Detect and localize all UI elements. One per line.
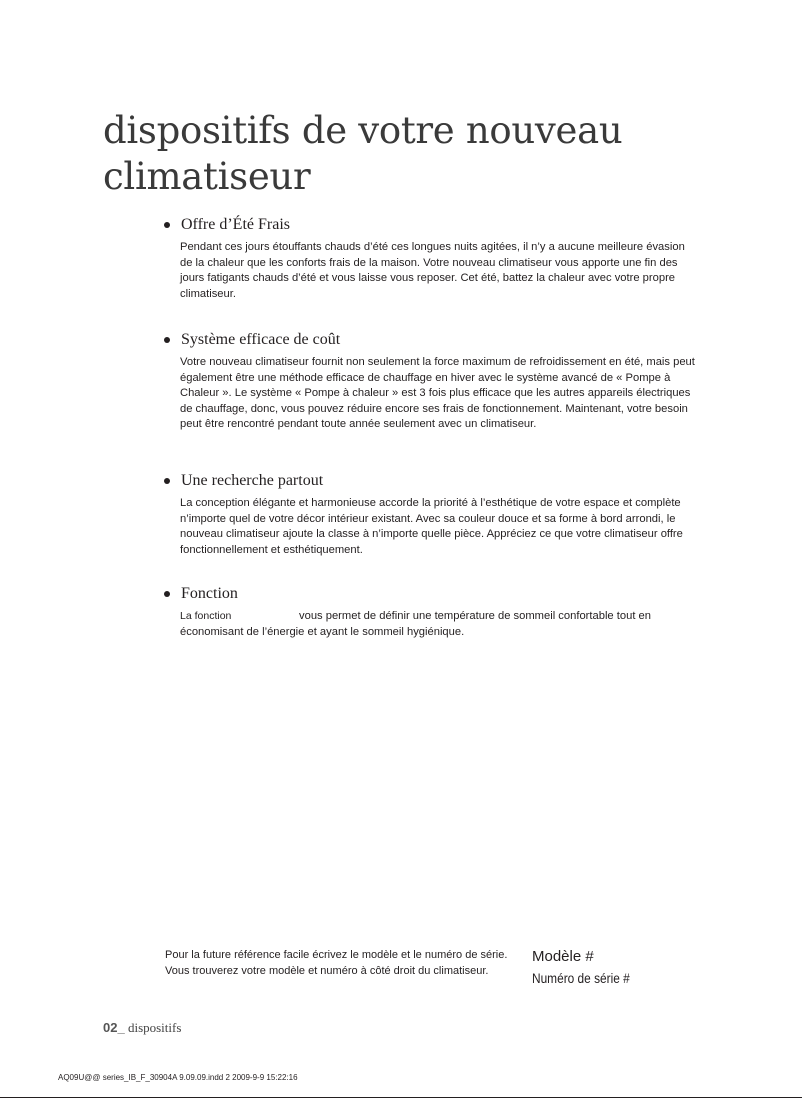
section-systeme bbox=[150, 331, 695, 433]
section-fonction bbox=[150, 585, 695, 640]
model-label: Modèle # bbox=[532, 948, 594, 965]
section-body bbox=[180, 609, 695, 640]
bullet-icon bbox=[164, 222, 170, 228]
serial-label: Numéro de série # bbox=[532, 971, 630, 986]
section-heading: Offre d’Été Frais bbox=[181, 216, 290, 233]
bullet-icon bbox=[164, 337, 170, 343]
function-text: vous permet de définir une température de sommeil confortable tout en économisant de l’énergie et ayant le sommeil hygiénique. bbox=[180, 610, 651, 638]
page-number: 02_ bbox=[103, 1020, 125, 1035]
print-info: AQ09U@@ series_IB_F_30904A 9.09.09.indd 2 2009-9-9 15:22:16 bbox=[58, 1073, 298, 1082]
section-heading: Fonction bbox=[181, 585, 238, 602]
function-label: La fonction bbox=[180, 610, 232, 622]
reference-note: Pour la future référence facile écrivez le modèle et le numéro de série. Vous trouverez votre modèle et numéro à côté droit du climatiseur. bbox=[165, 949, 508, 977]
page-title: dispositifs de votre nouveau climatiseur bbox=[103, 109, 623, 198]
section-body: Votre nouveau climatiseur fournit non seulement la force maximum de refroidissement en été, mais peut également être une méthode efficace de chauffage en hiver avec le système avancé de « Pompe à Chaleur ». Le système « Pompe à chaleur » est 3 fois plus efficace que les autres appareils électriques de chauffage, donc, vous pouvez réduire encore ses frais de fonctionnement. Maintenant, votre besoin peut être rencontré pendant toute année seulement avec un climatiseur. bbox=[180, 356, 695, 431]
section-heading: Système efficace de coût bbox=[181, 331, 341, 348]
section-recherche bbox=[150, 472, 695, 558]
section-body: Pendant ces jours étouffants chauds d’été ces longues nuits agitées, il n’y a aucune meilleure évasion de la chaleur que les conforts frais de la maison. Votre nouveau climatiseur vous apporte une fin des jours fatigants chauds d’été et vous laisse vous reposer. Cet été, battez la chaleur avec votre propre climatiseur. bbox=[180, 241, 685, 300]
section-body: La conception élégante et harmonieuse accorde la priorité à l’esthétique de votre espace et complète n’importe quel de votre décor intérieur existant. Avec sa couleur douce et sa forme à bord arrondi, le nouveau climatiseur ajoute la classe à n’importe quelle pièce. Appréciez ce que votre climatiseur offre fonctionnellement et esthétiquement. bbox=[180, 497, 683, 556]
page-section: dispositifs bbox=[127, 1020, 182, 1035]
bullet-icon bbox=[164, 478, 170, 484]
section-offre bbox=[150, 216, 695, 302]
page-footer bbox=[103, 1020, 181, 1036]
section-heading: Une recherche partout bbox=[181, 472, 324, 489]
bottom-rule bbox=[0, 1097, 802, 1098]
bullet-icon bbox=[164, 591, 170, 597]
